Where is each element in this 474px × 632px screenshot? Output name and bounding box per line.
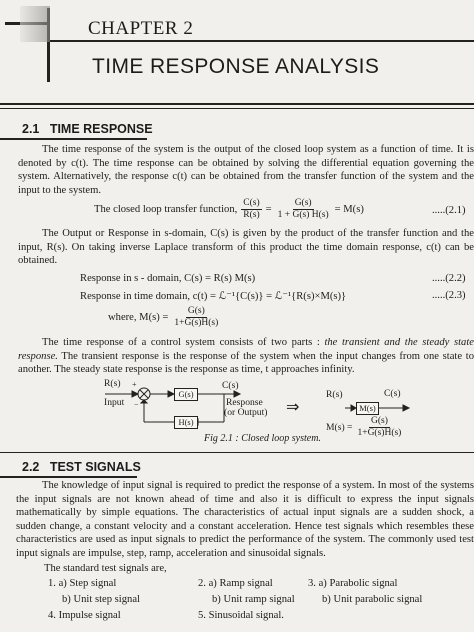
list-item: b) Unit parabolic signal bbox=[322, 594, 423, 605]
section-heading-2-2 bbox=[22, 460, 141, 474]
rs-label-right: R(s) bbox=[326, 389, 343, 400]
fraction-g-over-1gh bbox=[276, 198, 331, 221]
output-label: (or Output) bbox=[224, 407, 268, 418]
section-title: TEST SIGNALS bbox=[49, 460, 141, 474]
test-signals-paragraph: The knowledge of input signal is required to predict the response of a system. In most of the systems the input signals are not known ahead of time and also it is difficult to express the input signals mathematically by simple equations. The characteristics of actual input signals are a sudden shock, a sudden change, a constant velocity and a constant acceleration. Hence test signals which resembles these characteristics are used as input signals to predict the performance of the system. The commonly used test input signals are impulse, step, ramp, acceleration and sinusoidal signals. bbox=[16, 480, 474, 559]
cs-label-right: C(s) bbox=[384, 388, 401, 399]
fraction-numerator: G(s) bbox=[187, 306, 205, 316]
fraction-denominator: 1 + G(s) H(s) bbox=[277, 210, 329, 220]
implies-arrow: ⇒ bbox=[286, 397, 300, 416]
response-label: Response bbox=[226, 397, 263, 408]
title-rule-thin bbox=[0, 108, 474, 109]
equation-where bbox=[108, 306, 220, 329]
cs-label-left: C(s) bbox=[222, 380, 239, 391]
equation-ref-2-3: .....(2.3) bbox=[432, 290, 466, 301]
equation-label: The closed loop transfer function, bbox=[94, 204, 238, 215]
equation-ref-2-1: .....(2.1) bbox=[432, 205, 466, 216]
plus-sign: + bbox=[132, 380, 137, 389]
section-number: 2.2 bbox=[22, 460, 40, 474]
title-rule-thick bbox=[0, 103, 474, 105]
chapter-rule bbox=[50, 40, 474, 42]
fraction-numerator: G(s) bbox=[370, 416, 388, 426]
m-fraction bbox=[355, 416, 403, 439]
minus-sign: − bbox=[134, 400, 139, 409]
list-intro: The standard test signals are, bbox=[44, 563, 167, 574]
fraction-c-over-r bbox=[241, 198, 261, 221]
fraction-m bbox=[172, 306, 220, 329]
transient-text-a: The time response of a control system consists of two parts : bbox=[42, 337, 325, 348]
transient-text-b: The transient response is the response of the system when the input changes from one state to another. The steady state response is the response as time, t approaches infinity. bbox=[18, 350, 474, 376]
transient-text-italic: the transient and the steady state response. bbox=[18, 337, 474, 362]
fraction-numerator: G(s) bbox=[294, 198, 312, 208]
transient-paragraph bbox=[18, 336, 474, 377]
equation-2-3: Response in time domain, c(t) = ℒ⁻¹{C(s)} = ℒ⁻¹{R(s)×M(s)} bbox=[80, 291, 347, 302]
section-title: TIME RESPONSE bbox=[49, 122, 153, 136]
list-item: 3. a) Parabolic signal bbox=[308, 578, 398, 589]
equation-2-1 bbox=[94, 198, 364, 221]
fraction-denominator: 1+G(s)H(s) bbox=[357, 428, 402, 438]
section-number: 2.1 bbox=[22, 122, 40, 136]
list-item: 1. a) Step signal bbox=[48, 578, 117, 589]
equation-rhs: = M(s) bbox=[334, 204, 364, 215]
m-equation bbox=[326, 416, 403, 439]
chapter-corner-mark bbox=[0, 0, 50, 45]
fraction-denominator: R(s) bbox=[243, 210, 260, 220]
list-item: 4. Impulse signal bbox=[48, 610, 121, 621]
list-item: 5. Sinusoidal signal. bbox=[198, 610, 284, 621]
section-top-rule bbox=[0, 452, 474, 453]
h-block: H(s) bbox=[174, 416, 198, 429]
list-item: b) Unit ramp signal bbox=[212, 594, 295, 605]
where-label: where, M(s) = bbox=[108, 312, 169, 323]
fraction-denominator: 1+G(s)H(s) bbox=[174, 318, 219, 328]
section-heading-2-1 bbox=[22, 122, 153, 136]
equation-ref-2-2: .....(2.2) bbox=[432, 273, 466, 284]
section-rule bbox=[0, 476, 137, 478]
figure-caption: Fig 2.1 : Closed loop system. bbox=[204, 433, 321, 444]
m-equation-label: M(s) = bbox=[326, 422, 353, 433]
m-block: M(s) bbox=[356, 402, 379, 415]
equals-sign: = bbox=[265, 204, 272, 215]
test-signal-list bbox=[0, 576, 474, 632]
equation-2-2: Response in s - domain, C(s) = R(s) M(s) bbox=[80, 273, 256, 284]
list-item: 2. a) Ramp signal bbox=[198, 578, 273, 589]
g-block: G(s) bbox=[174, 388, 198, 401]
rs-label-left: R(s) bbox=[104, 378, 121, 389]
list-item: b) Unit step signal bbox=[62, 594, 140, 605]
output-paragraph: The Output or Response in s-domain, C(s) is given by the product of the transfer function and the input, R(s). On taking inverse Laplace transform of this product the time domain response, c(t) can be obtained. bbox=[18, 228, 474, 267]
input-label: Input bbox=[104, 397, 125, 408]
time-response-paragraph: The time response of the system is the output of the closed loop system as a function of time. It is denoted by c(t). The time response can be obtained by solving the differential equation governing the system. Alternatively, the response c(t) can be obtained from the transfer function of the system and the input to the system. bbox=[18, 144, 474, 196]
chapter-label: CHAPTER 2 bbox=[88, 18, 194, 39]
fraction-numerator: C(s) bbox=[243, 198, 260, 208]
section-rule bbox=[0, 138, 147, 140]
page-title: TIME RESPONSE ANALYSIS bbox=[92, 55, 380, 78]
